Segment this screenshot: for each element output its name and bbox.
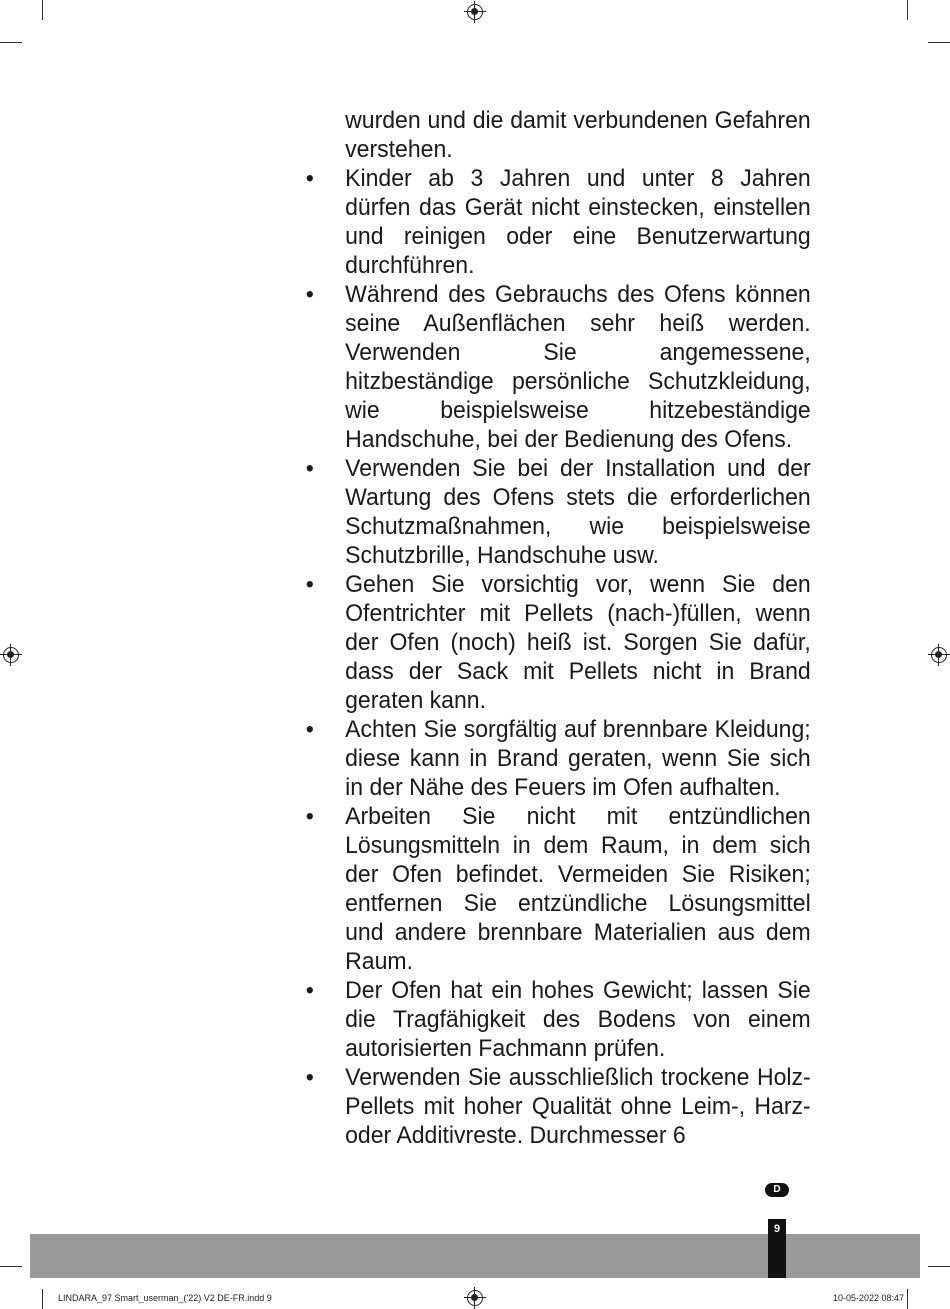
list-item — [300, 454, 811, 570]
crop-mark — [0, 42, 22, 43]
language-badge: D — [765, 1183, 789, 1197]
page-number-tab — [768, 1219, 786, 1278]
registration-mark-icon — [931, 647, 947, 663]
list-item-text: Verwenden Sie ausschließlich trockene Holz-Pellets mit hoher Qualität ohne Leim-, Harz- oder Additivreste. Durchmesser 6 — [345, 1064, 811, 1149]
bullet-icon: • — [305, 455, 314, 482]
crop-mark — [42, 0, 43, 20]
list-item-text: Verwenden Sie bei der Installation und der Wartung des Ofens stets die erforderlichen Schutzmaßnahmen, wie beispielsweise Schutzbrille, Handschuhe usw. — [345, 455, 811, 569]
list-item — [300, 976, 811, 1063]
list-item-text: Achten Sie sorgfältig auf brennbare Kleidung; diese kann in Brand geraten, wenn Sie sich in der Nähe des Feuers im Ofen aufhalten. — [345, 716, 811, 801]
registration-mark-icon — [467, 4, 483, 20]
registration-mark-icon — [3, 647, 19, 663]
page-number: 9 — [773, 1223, 781, 1235]
list-item — [300, 1063, 811, 1150]
crop-mark — [907, 0, 908, 20]
bullet-icon: • — [305, 165, 314, 192]
list-item-text: Während des Gebrauchs des Ofens können seine Außenflächen sehr heiß werden. Verwenden Sie angemessene, hitzbeständige persönliche Schutzkleidung, wie beispielsweise hitzebeständige Handschuhe, bei der Bedienung des Ofens. — [345, 281, 811, 453]
file-slug: LINDARA_97 Smart_userman_('22) V2 DE-FR.indd 9 — [58, 1293, 272, 1303]
bullet-icon: • — [305, 977, 314, 1004]
crop-mark — [907, 1289, 908, 1309]
bullet-icon: • — [305, 803, 314, 830]
crop-mark — [0, 1266, 22, 1267]
list-item-text: Der Ofen hat ein hohes Gewicht; lassen Sie die Tragfähigkeit des Bodens von einem autorisierten Fachmann prüfen. — [345, 977, 811, 1062]
list-item-text: Gehen Sie vorsichtig vor, wenn Sie den Ofentrichter mit Pellets (nach-)füllen, wenn der Ofen (noch) heiß ist. Sorgen Sie dafür, dass der Sack mit Pellets nicht in Brand geraten kann. — [345, 571, 811, 714]
list-item-text: Kinder ab 3 Jahren und unter 8 Jahren dürfen das Gerät nicht einstecken, einstellen und reinigen oder eine Benutzerwartung durchführen. — [345, 165, 811, 279]
bullet-icon: • — [305, 571, 314, 598]
crop-mark — [928, 1266, 950, 1267]
registration-mark-icon — [467, 1290, 483, 1306]
safety-instructions — [300, 106, 811, 1150]
list-item-text: Arbeiten Sie nicht mit entzündlichen Lösungsmitteln in dem Raum, in dem sich der Ofen befindet. Vermeiden Sie Risiken; entfernen Sie entzündliche Lösungsmittel und andere brennbare Materialien aus dem Raum. — [345, 803, 811, 975]
list-item — [300, 164, 811, 280]
bullet-icon: • — [305, 716, 314, 743]
crop-mark — [42, 1289, 43, 1309]
intro-continuation: wurden und die damit verbundenen Gefahren verstehen. — [345, 107, 811, 163]
list-item — [300, 280, 811, 454]
bullet-icon: • — [305, 281, 314, 308]
list-item — [300, 802, 811, 976]
date-slug: 10-05-2022 08:47 — [832, 1293, 904, 1303]
bullet-icon: • — [305, 1064, 314, 1091]
footer-band — [30, 1234, 920, 1278]
list-item — [300, 570, 811, 715]
crop-mark — [928, 42, 950, 43]
list-item — [300, 715, 811, 802]
